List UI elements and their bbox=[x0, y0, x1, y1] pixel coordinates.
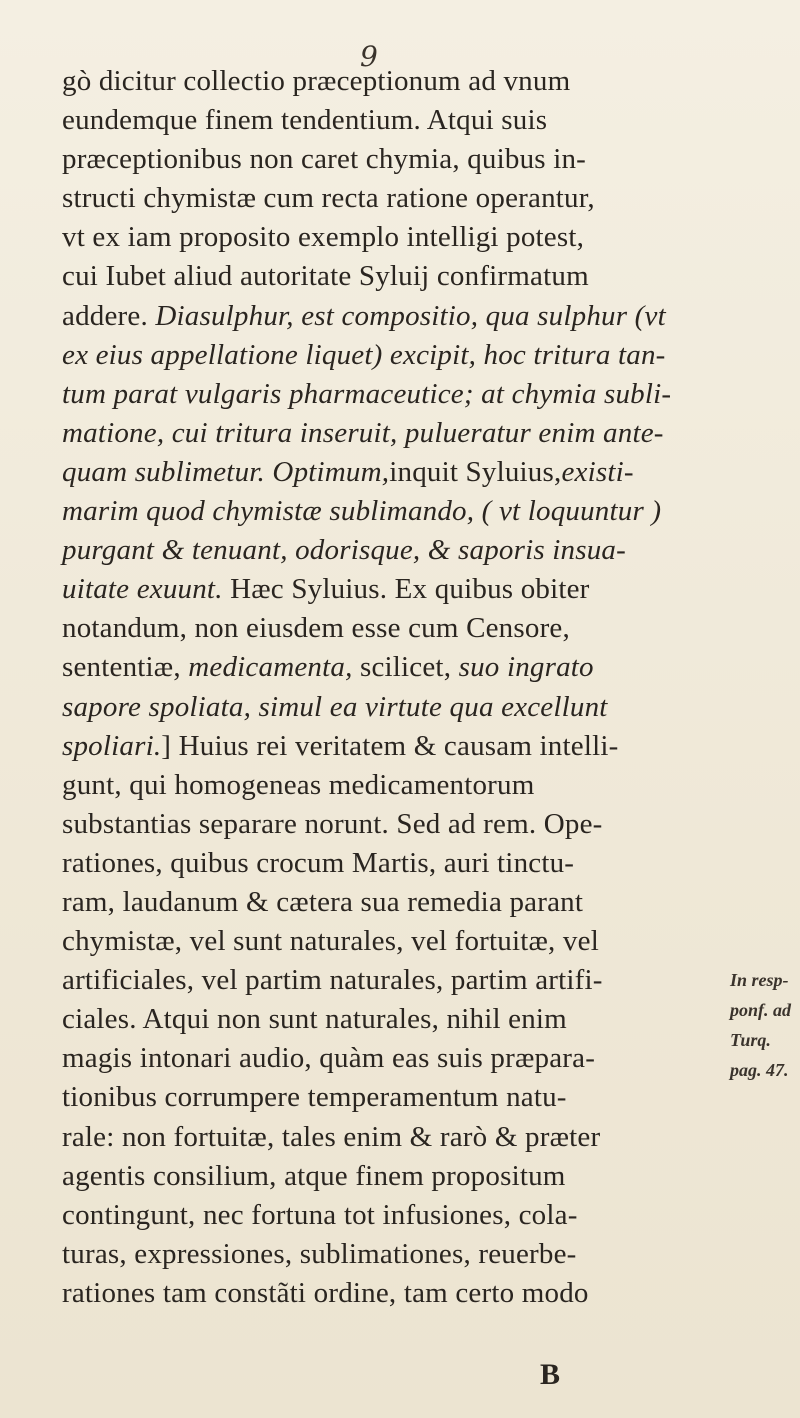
italic-text: purgant & tenuant, odorisque, & saporis insua- bbox=[62, 534, 626, 567]
text-line bbox=[62, 257, 722, 296]
page-number: 9 bbox=[360, 40, 378, 73]
roman-text: notandum, non eiusdem esse cum Censore, bbox=[62, 612, 570, 645]
text-line bbox=[62, 570, 722, 609]
text-line bbox=[62, 140, 722, 179]
roman-text: scilicet, bbox=[352, 651, 459, 684]
text-line bbox=[62, 1274, 722, 1313]
text-line bbox=[62, 883, 722, 922]
italic-text: suo ingrato bbox=[458, 651, 594, 684]
italic-text: marim quod chymistæ sublimando, ( vt loquuntur ) bbox=[62, 495, 662, 528]
italic-text: quam sublimetur. Optimum, bbox=[62, 455, 390, 488]
margin-note-line: ponf. ad bbox=[730, 1000, 792, 1020]
text-line bbox=[62, 1235, 722, 1274]
roman-text: rale: non fortuitæ, tales enim & rarò & præter bbox=[62, 1120, 601, 1153]
roman-text: vt ex iam proposito exemplo intelligi potest, bbox=[62, 221, 585, 254]
text-line bbox=[62, 179, 722, 218]
roman-text: tionibus corrumpere temperamentum natu- bbox=[62, 1081, 567, 1114]
roman-text: chymistæ, vel sunt naturales, vel fortuitæ, vel bbox=[62, 925, 599, 958]
italic-text: existi- bbox=[561, 455, 634, 488]
italic-text: matione, cui tritura inseruit, pulueratur enim ante- bbox=[62, 416, 664, 449]
text-line bbox=[62, 961, 722, 1000]
text-line bbox=[62, 414, 722, 453]
roman-text: præceptionibus non caret chymia, quibus in- bbox=[62, 143, 587, 176]
roman-text: cui Iubet aliud autoritate Syluij confirmatum bbox=[62, 260, 589, 293]
text-line bbox=[62, 1000, 722, 1039]
text-line bbox=[62, 375, 722, 414]
roman-text: agentis consilium, atque finem propositum bbox=[62, 1159, 566, 1192]
text-line bbox=[62, 62, 722, 101]
italic-text: spoliari. bbox=[62, 729, 162, 762]
italic-text: tum parat vulgaris pharmaceutice; at chymia subli- bbox=[62, 377, 672, 410]
text-line bbox=[62, 531, 722, 570]
text-line bbox=[62, 805, 722, 844]
margin-note-line: pag. 47. bbox=[730, 1060, 789, 1080]
roman-text: ] Huius rei veritatem & causam intelli- bbox=[161, 729, 619, 762]
roman-text: turas, expressiones, sublimationes, reuerbe- bbox=[62, 1237, 577, 1270]
roman-text: eundemque finem tendentium. Atqui suis bbox=[62, 104, 548, 137]
text-line bbox=[62, 609, 722, 648]
text-line bbox=[62, 492, 722, 531]
italic-text: ex eius appellatione liquet) excipit, hoc tritura tan- bbox=[62, 338, 666, 371]
margin-note-line: Turq. bbox=[730, 1030, 771, 1050]
text-line bbox=[62, 101, 722, 140]
margin-note bbox=[730, 965, 800, 1085]
text-line bbox=[62, 453, 722, 492]
text-line bbox=[62, 688, 722, 727]
text-line bbox=[62, 648, 722, 687]
italic-text: sapore spoliata, simul ea virtute qua excellunt bbox=[62, 690, 608, 723]
text-line bbox=[62, 922, 722, 961]
roman-text: magis intonari audio, quàm eas suis præpara- bbox=[62, 1042, 596, 1075]
roman-text: sententiæ, bbox=[62, 651, 189, 684]
italic-text: uitate exuunt. bbox=[62, 573, 223, 606]
roman-text: gò dicitur collectio præceptionum ad vnum bbox=[62, 65, 571, 97]
roman-text: rationes, quibus crocum Martis, auri tinctu- bbox=[62, 846, 575, 879]
margin-note-line: In resp- bbox=[730, 970, 789, 990]
text-line bbox=[62, 218, 722, 257]
text-line bbox=[62, 1157, 722, 1196]
italic-text: medicamenta, bbox=[188, 651, 353, 684]
text-line bbox=[62, 1078, 722, 1117]
roman-text: gunt, qui homogeneas medicamentorum bbox=[62, 768, 535, 801]
text-line bbox=[62, 1039, 722, 1078]
roman-text: addere. bbox=[62, 299, 156, 332]
roman-text: inquit Syluius, bbox=[389, 455, 562, 488]
italic-text: Diasulphur, est compositio, qua sulphur (vt bbox=[155, 299, 666, 332]
roman-text: structi chymistæ cum recta ratione operantur, bbox=[62, 182, 595, 215]
roman-text: contingunt, nec fortuna tot infusiones, cola- bbox=[62, 1198, 578, 1231]
text-line bbox=[62, 766, 722, 805]
body-text bbox=[62, 62, 722, 1313]
text-line bbox=[62, 1118, 722, 1157]
text-line bbox=[62, 297, 722, 336]
text-line bbox=[62, 844, 722, 883]
roman-text: substantias separare norunt. Sed ad rem. Ope- bbox=[62, 807, 603, 840]
roman-text: ram, laudanum & cætera sua remedia parant bbox=[62, 885, 584, 918]
roman-text: artificiales, vel partim naturales, partim artifi- bbox=[62, 964, 603, 997]
text-line bbox=[62, 336, 722, 375]
roman-text: ciales. Atqui non sunt naturales, nihil enim bbox=[62, 1003, 567, 1036]
signature-mark: B bbox=[540, 1358, 561, 1391]
text-line bbox=[62, 727, 722, 766]
text-line bbox=[62, 1196, 722, 1235]
roman-text: rationes tam constãti ordine, tam certo modo bbox=[62, 1276, 589, 1309]
roman-text: Hæc Syluius. Ex quibus obiter bbox=[222, 573, 590, 606]
